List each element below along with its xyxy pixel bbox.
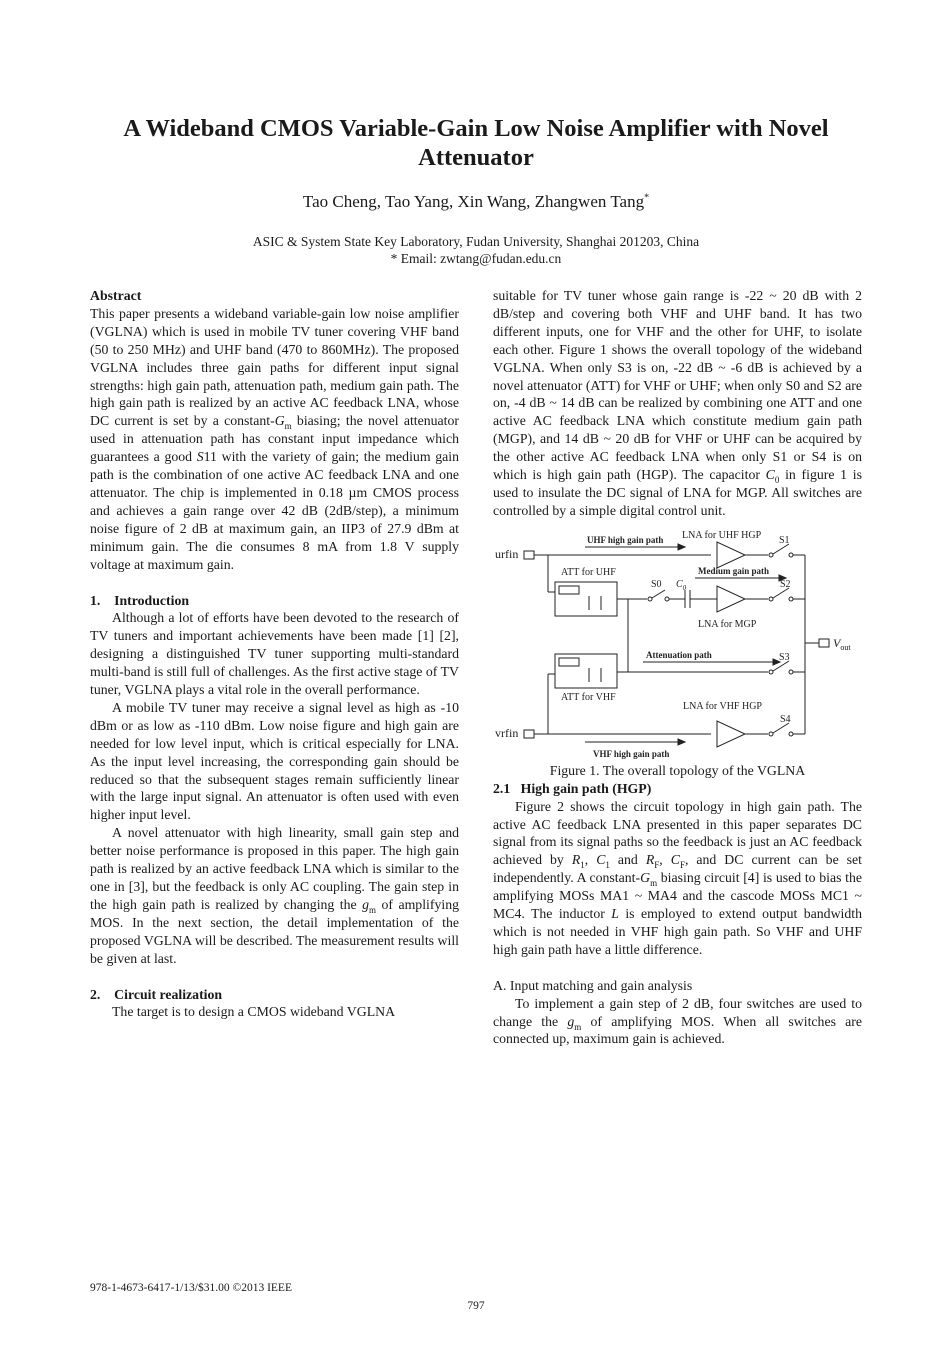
label-mgp: Medium gain path — [698, 565, 770, 576]
intro-paragraph-1: Although a lot of efforts have been devoted to the research of TV tuners and important achievements have been made [1] [2], designing a distinguished TV tuner supporting multi-standard multi-band is still full of challenges. As the first active stage of TV tuner, VGLNA plays a vital role in the overall performance. — [90, 610, 459, 698]
intro-paragraph-3: A novel attenuator with high linearity, small gain step and better noise performance is proposed in this paper. The high gain path is realized by an active feedback LNA which is similar to the one in [3], but the feedback is only AC coupling. The gain step in the high gain path is realized by changing the $g_m$ of amplifying MOS. In the next section, the detail implementation of the proposed VGLNA will be described. The measurement results will be given at last. — [90, 825, 459, 966]
copyright-footer: 978-1-4673-6417-1/13/$31.00 ©2013 IEEE — [90, 1282, 292, 1294]
label-s0: S0 — [651, 578, 662, 590]
corresponding-author-mark: * — [644, 192, 650, 204]
label-vrfin: vrfin — [495, 725, 519, 740]
label-lna-mgp: LNA for MGP — [698, 618, 757, 630]
subsection-a-heading: A. Input matching and gain analysis — [493, 977, 693, 993]
label-uhf-hgp: UHF high gain path — [587, 534, 664, 545]
label-s2: S2 — [780, 578, 791, 590]
lna-mgp-icon — [717, 586, 745, 612]
label-urfin: urfin — [495, 546, 519, 561]
label-vhf-hgp: VHF high gain path — [593, 748, 670, 759]
label-vout: $V_{out}$ — [833, 635, 851, 652]
label-att-vhf: ATT for VHF — [561, 691, 616, 703]
hgp-paragraph: Figure 2 shows the circuit topology in high gain path. The active AC feedback LNA presented in this paper separates DC signal from its signal paths so the feedback is just an AC feedback achieved by $R_1$, $C_1$ and $R_F$, $C_F$, and DC current can be set independently. A constant-$G_m$ biasing circuit [4] is used to bias the amplifying MOSs MA1 ~ MA4 and the cascode MOSs MC1 ~ MC4. The inductor L is employed to extend output bandwidth which is not needed in VHF high gain path. So VHF and UHF high gain path have a little difference. — [493, 798, 863, 957]
urfin-port-icon — [524, 551, 534, 559]
section-2-intro: The target is to design a CMOS wideband VGLNA — [112, 1004, 396, 1020]
right-column-paragraph-1: suitable for TV tuner whose gain range is -22 ~ 20 dB with 2 dB/step and covering both VHF and UHF band. It has two different inputs, one for VHF and the other for UHF, to isolate each other. Figure 1 shows the overall topology of the wideband VGLNA. When only S3 is on, -22 dB ~ -6 dB is achieved by a novel attenuator (ATT) for VHF or UHF; when only S0 and S2 are on, -4 dB ~ 14 dB can be realized by combining one ATT and one active AC feedback LNA which constitute medium gain path (MGP), and 14 dB ~ 20 dB for VHF or UHF can be acquired by the other active AC feedback LNA when only S1 or S4 is on which is high gain path (HGP). The capacitor $C_0$ in figure 1 is used to insulate the DC signal of LNA for MGP. All switches are controlled by a simple digital control unit. — [493, 288, 862, 518]
paper-title: A Wideband CMOS Variable-Gain Low Noise Amplifier with Novel Attenuator — [123, 115, 829, 171]
lna-vhf-hgp-icon — [717, 721, 745, 747]
figure-1-caption: Figure 1. The overall topology of the VGLNA — [549, 762, 806, 778]
vrfin-port-icon — [524, 730, 534, 738]
topology-figure — [493, 524, 862, 762]
author-list — [90, 192, 862, 212]
att-uhf-icon — [555, 582, 617, 616]
label-s3: S3 — [779, 651, 790, 663]
contact-email: * Email: zwtang@fudan.edu.cn — [390, 251, 562, 266]
subsection-2-1-heading: 2.1 High gain path (HGP) — [493, 780, 652, 796]
section-2-heading: 2. Circuit realization — [90, 986, 223, 1002]
section-1-heading: 1. Introduction — [90, 592, 190, 608]
lna-uhf-hgp-icon — [717, 542, 745, 568]
abstract-text: This paper presents a wideband variable-gain low noise amplifier (VGLNA) which is used in mobile TV tuner covering VHF band (50 to 250 MHz) and UHF band (470 to 860MHz). The proposed VGLNA includes three gain paths for different input signal strengths: high gain path, attenuation path, medium gain path. The high gain path is realized by an active AC feedback LNA, whose DC current is set by a constant-$G_m$ biasing; the novel attenuator used in attenuation path has constant input impedance which guarantees a good S11 with the variety of gain; the medium gain path is the combination of one active AC feedback LNA and one attenuator. The chip is implemented in 0.18 µm CMOS process and achieves a gain range over 42 dB (2dB/step), a minimum noise figure of 2 dB at maximum gain, an IIP3 of 27.9 dBm at minimum gain. The die consumes 8 mA from 1.8 V supply voltage at maximum gain. — [90, 305, 460, 572]
page-number: 797 — [467, 1300, 485, 1312]
label-s1: S1 — [779, 534, 790, 546]
input-matching-paragraph: To implement a gain step of 2 dB, four switches are used to change the $g_m$ of amplifying MOS. When all switches are connected up, maximum gain is achieved. — [493, 995, 863, 1047]
abstract-heading: Abstract — [90, 288, 142, 303]
author-names: Tao Cheng, Tao Yang, Xin Wang, Zhangwen Tang — [302, 192, 645, 211]
affiliation-block — [90, 233, 862, 267]
label-att-uhf: ATT for UHF — [561, 566, 616, 578]
right-column — [493, 287, 862, 1048]
label-lna-uhf-hgp: LNA for UHF HGP — [682, 529, 762, 541]
affiliation: ASIC & System State Key Laboratory, Fudan University, Shanghai 201203, China — [252, 234, 700, 249]
label-s4: S4 — [780, 713, 791, 725]
left-column — [90, 287, 459, 1021]
intro-paragraph-2: A mobile TV tuner may receive a signal level as high as -10 dBm or as low as -110 dBm. Low noise figure and high gain are needed for low level input, which is critical especially for LNA. As the input level increasing, the corresponding gain should be reduced so that the subsequent stages remain sufficiently linear with the large input signal. An attenuator is often used with even higher input level. — [90, 699, 459, 823]
vout-port-icon — [819, 639, 829, 647]
label-attenuation-path: Attenuation path — [646, 649, 712, 660]
label-lna-vhf-hgp: LNA for VHF HGP — [683, 700, 762, 712]
att-vhf-icon — [555, 654, 617, 688]
label-c0: $C_0$ — [676, 578, 687, 592]
